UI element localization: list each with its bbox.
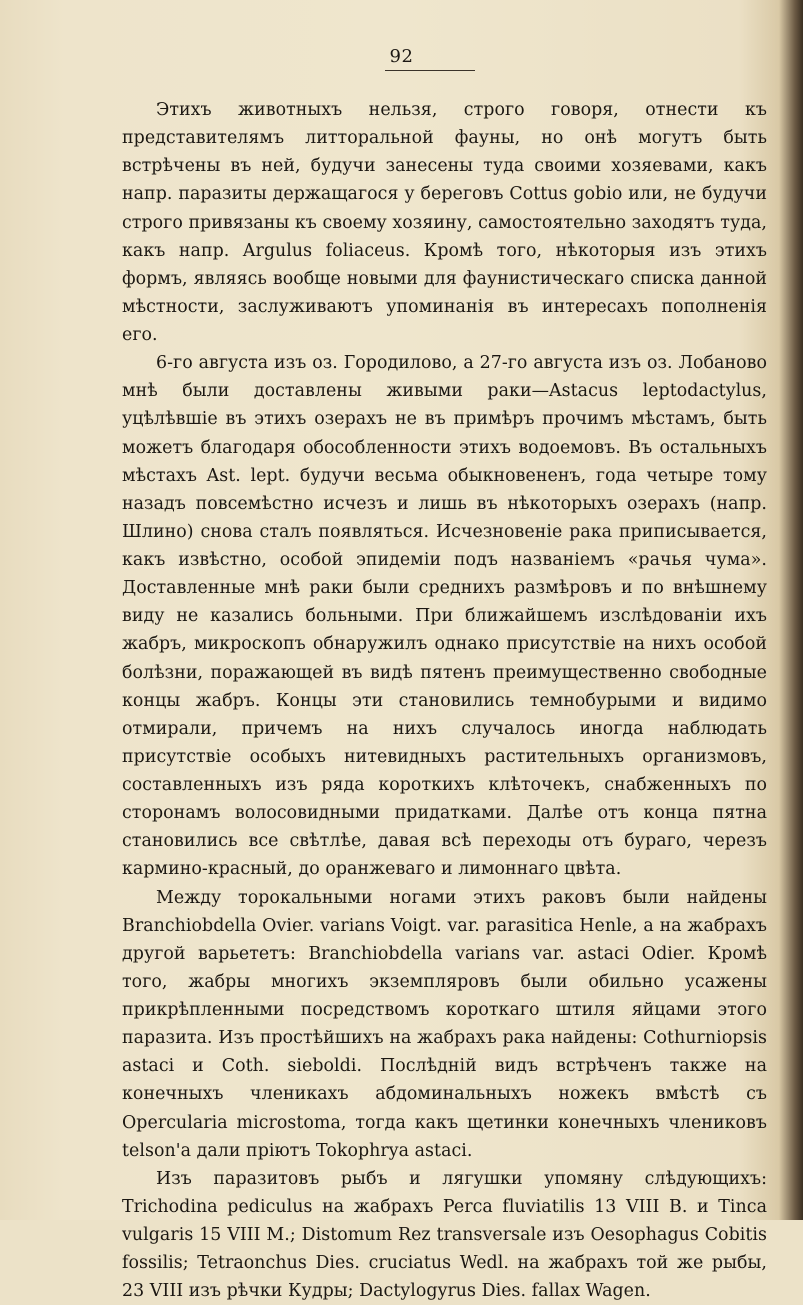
paragraph-crayfish-disease: 6-го августа изъ оз. Городилово, а 27-го августа изъ оз. Лобаново мнѣ были доставлены живыми раки—Astacus leptodactylus, уцѣлѣвшіе въ этихъ озерахъ не въ примѣръ прочимъ мѣстамъ, быть можетъ благодаря обособленности этихъ водоемовъ. Въ остальныхъ мѣстахъ Ast. lept. будучи весьма обыкновененъ, года четыре тому назадъ повсемѣстно исчезъ и лишь въ нѣкоторыхъ озерахъ (напр. Шлино) снова сталъ появляться. Исчезновеніе рака приписывается, какъ извѣстно, особой эпидеміи подъ названіемъ «рачья чума». Доставленные мнѣ раки были среднихъ размѣровъ и по внѣшнему виду не казались больными. При ближайшемъ изслѣдованіи ихъ жабръ, микроскопъ обнаружилъ однако присутствіе на нихъ особой болѣзни, поражающей въ видѣ пятенъ преимущественно свободные концы жабръ. Концы эти становились темнобурыми и видимо отмирали, причемъ на нихъ случалось иногда наблюдать присутствіе особыхъ нитевидныхъ растительныхъ организмовъ, составленныхъ изъ ряда короткихъ клѣточекъ, снабженныхъ по сторонамъ волосовидными придатками. Далѣе отъ конца пятна становились все свѣтлѣе, давая всѣ переходы отъ бураго, черезъ кармино-красный, до оранжеваго и лимоннаго цвѣта.: [122, 353, 767, 880]
header-rule: [385, 70, 475, 71]
paragraph-fish-parasites: Изъ паразитовъ рыбъ и лягушки упомяну слѣдующихъ: Trichodina pediculus на жабрахъ Perca fluviatilis 13 VIII В. и Tinca vulgaris 15 VIII М.; Distomum Rez transversale изъ Oesophagus Cobitis fossilis; Tetraonchus Dies. cruciatus Wedl. на жабрахъ той же рыбы, 23 VIII изъ рѣчки Кудры; Dactylogyrus Dies. fallax Wagen.: [122, 1168, 767, 1302]
page-number: 92: [389, 46, 414, 67]
paragraph-littoral-fauna: Этихъ животныхъ нельзя, строго говоря, отнести къ представителямъ литторальной фауны, но онѣ могутъ быть встрѣчены въ ней, будучи занесены туда своими хозяевами, какъ напр. паразиты держащагося у береговъ Cottus gobio или, не будучи строго привязаны къ своему хозяину, самостоятельно заходятъ туда, какъ напр. Argulus foliaceus. Кромѣ того, нѣкоторыя изъ этихъ формъ, являясь вообще новыми для фаунистическаго списка данной мѣстности, заслуживаютъ упоминанія въ интересахъ пополненія его.: [122, 100, 767, 345]
body-text: [122, 96, 767, 1305]
paragraph-branchiobdella: Между торокальными ногами этихъ раковъ были найдены Branchiobdella Ovier. varians Voigt. var. parasitica Henle, а на жабрахъ другой варьететъ: Branchiobdella varians var. astaci Odier. Кромѣ того, жабры многихъ экземпляровъ были обильно усажены прикрѣпленными посредствомъ короткаго штиля яйцами этого паразита. Изъ простѣйшихъ на жабрахъ рака найдены: Cothurniopsis astaci и Coth. sieboldi. Послѣдній видъ встрѣченъ также на конечныхъ членикахъ абдоминальныхъ ножекъ вмѣстѣ съ Opercularia microstoma, тогда какъ щетинки конечныхъ члениковъ telson'а дали пріютъ Tokophrya astaci.: [122, 887, 767, 1161]
